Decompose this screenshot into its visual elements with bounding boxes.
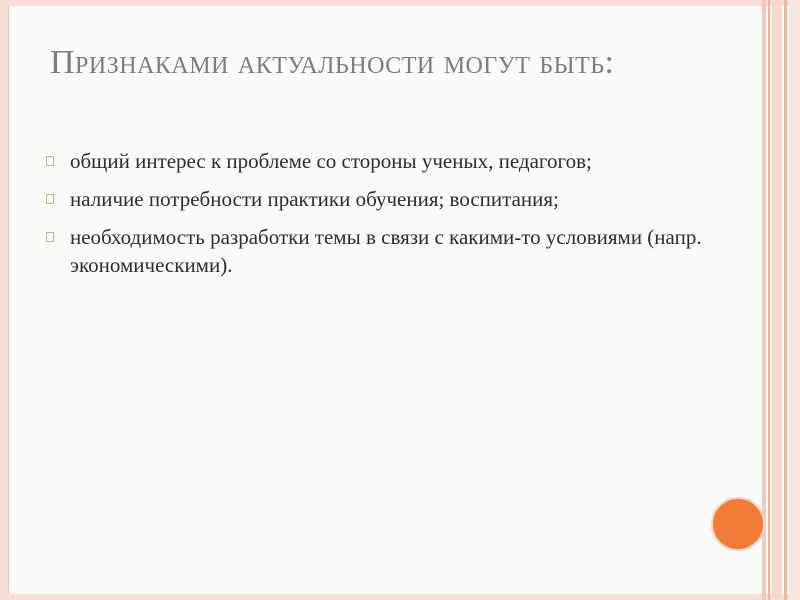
hollow-square-bullet-icon	[46, 156, 54, 166]
decorative-stripe	[789, 0, 800, 600]
orange-circle-decoration	[713, 499, 763, 549]
slide-frame-left	[0, 0, 8, 600]
bullet-item	[44, 223, 714, 279]
hollow-square-bullet-icon	[46, 194, 54, 204]
bullet-text: наличие потребности практики обучения; воспитания;	[70, 187, 559, 211]
bullet-list	[44, 147, 714, 289]
slide-title: Признаками актуальности могут быть:	[50, 44, 615, 81]
bullet-text: необходимость разработки темы в связи с какими-то условиями (напр. экономическими).	[70, 225, 702, 277]
slide-frame-bottom	[0, 594, 800, 600]
bullet-item	[44, 185, 714, 213]
slide-frame-top	[0, 0, 800, 6]
decorative-stripe	[772, 0, 782, 600]
decorative-stripe	[762, 0, 766, 600]
bullet-text: общий интерес к проблеме со стороны ученых, педагогов;	[70, 149, 592, 173]
slide-frame-inner-line	[8, 6, 9, 594]
decorative-stripe	[784, 0, 787, 600]
decorative-stripe	[768, 0, 770, 600]
bullet-item	[44, 147, 714, 175]
hollow-square-bullet-icon	[46, 232, 54, 242]
